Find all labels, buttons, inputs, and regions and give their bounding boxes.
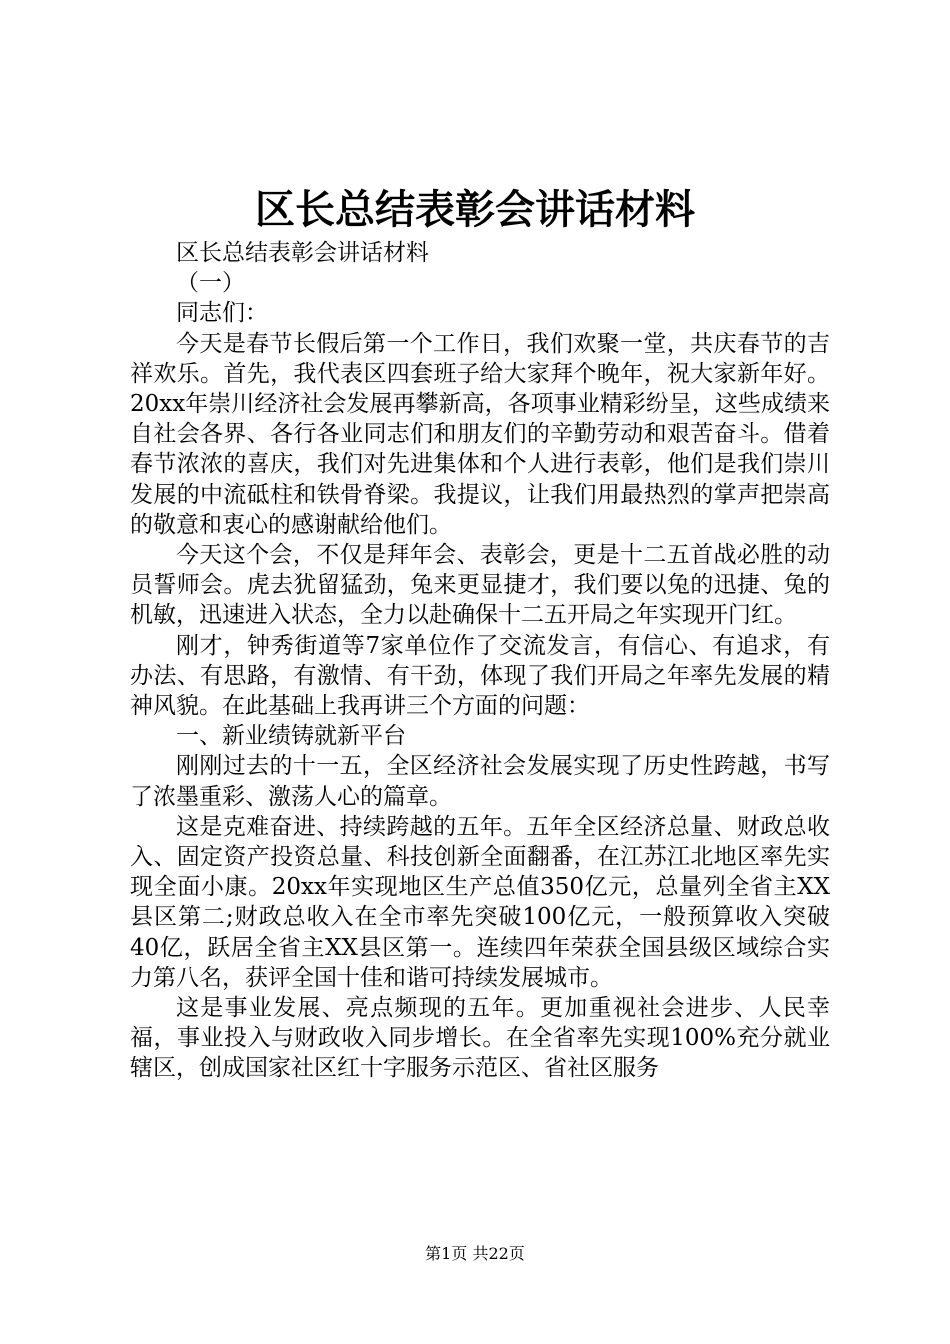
paragraph: 今天这个会，不仅是拜年会、表彰会，更是十二五首战必胜的动员誓师会。虎去犹留猛劲，兔来更显捷才，我们要以兔的迅捷、兔的机敏，迅速进入状态，全力以赴确保十二五开局之年实现开门红。 bbox=[130, 542, 830, 629]
paragraph: 刚才，钟秀街道等7家单位作了交流发言，有信心、有追求，有办法、有思路，有激情、有干劲，体现了我们开局之年率先发展的精神风貌。在此基础上我再讲三个方面的问题： bbox=[130, 632, 830, 720]
paragraph: 这是克难奋进、持续跨越的五年。五年全区经济总量、财政总收入、固定资产投资总量、科技创新全面翻番，在江苏江北地区率先实现全面小康。20xx年实现地区生产总值350亿元，总量列全省主XX县区第二;财政总收入在全市率先突破100亿元，一般预算收入突破40亿，跃居全省主XX县区第一。连续四年荣获全国县级区域综合实力第八名，获评全国十佳和谐可持续发展城市。 bbox=[130, 813, 830, 991]
paragraph: （一） bbox=[176, 270, 245, 297]
page-footer: 第1页 共22页 bbox=[425, 1244, 525, 1263]
document-title: 区长总结表彰会讲话材料 bbox=[255, 186, 695, 233]
document-body bbox=[130, 238, 830, 1084]
paragraph: 刚刚过去的十一五，全区经济社会发展实现了历史性跨越，书写了浓墨重彩、激荡人心的篇章。 bbox=[130, 753, 830, 810]
paragraph: 今天是春节长假后第一个工作日，我们欢聚一堂，共庆春节的吉祥欢乐。首先，我代表区四套班子给大家拜个晚年，祝大家新年好。20xx年崇川经济社会发展再攀新高，各项事业精彩纷呈，这些成绩来自社会各界、各行各业同志们和朋友们的辛勤劳动和艰苦奋斗。借着春节浓浓的喜庆，我们对先进集体和个人进行表彰，他们是我们崇川发展的中流砥柱和铁骨脊梁。我提议，让我们用最热烈的掌声把崇高的敬意和衷心的感谢献给他们。 bbox=[130, 330, 830, 538]
paragraph: 这是事业发展、亮点频现的五年。更加重视社会进步、人民幸福，事业投入与财政收入同步增长。在全省率先实现100%充分就业辖区，创成国家社区红十字服务示范区、省社区服务 bbox=[130, 995, 830, 1082]
paragraph: 同志们： bbox=[176, 300, 268, 327]
section-heading: 一、新业绩铸就新平台 bbox=[176, 723, 406, 750]
paragraph: 区长总结表彰会讲话材料 bbox=[176, 240, 429, 266]
